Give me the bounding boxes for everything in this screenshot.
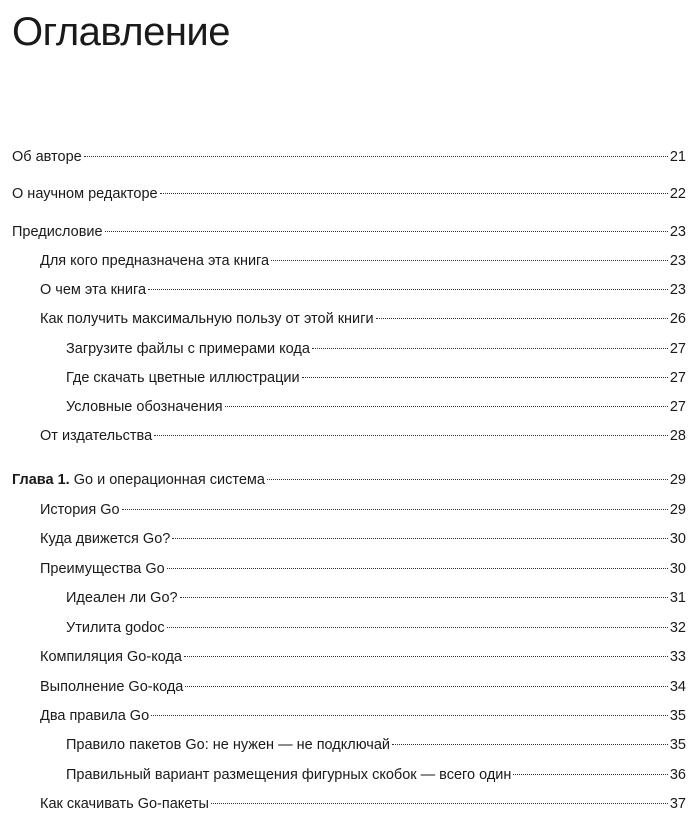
toc-entry-about-editor[interactable] bbox=[12, 184, 686, 204]
toc-entry-page: 23 bbox=[669, 224, 686, 240]
toc-entry-label: О научном редакторе bbox=[12, 186, 158, 202]
toc-entry-page: 23 bbox=[669, 282, 686, 298]
chapter-number: Глава 1. bbox=[12, 472, 70, 488]
toc-entry-conventions[interactable] bbox=[66, 397, 686, 417]
dot-leader bbox=[160, 193, 668, 194]
toc-entry-label: Условные обозначения bbox=[66, 399, 223, 415]
toc-entry-go-direction[interactable] bbox=[40, 529, 686, 549]
dot-leader bbox=[105, 231, 668, 232]
toc-entry-page: 27 bbox=[669, 399, 686, 415]
dot-leader bbox=[180, 597, 668, 598]
toc-entry-label: Утилита godoc bbox=[66, 620, 165, 636]
toc-entry-go-ideal[interactable] bbox=[66, 588, 686, 608]
toc-entry-label: Где скачать цветные иллюстрации bbox=[66, 370, 300, 386]
toc-entry-label: Два правила Go bbox=[40, 708, 150, 724]
toc-entry-label: О чем эта книга bbox=[40, 282, 147, 298]
toc-entry-package-rule[interactable] bbox=[66, 735, 686, 755]
toc-entry-label: Для кого предназначена эта книга bbox=[40, 253, 270, 269]
toc-entry-color-images[interactable] bbox=[66, 368, 686, 388]
toc-entry-compile[interactable] bbox=[40, 647, 686, 667]
toc-entry-download-packages[interactable] bbox=[40, 794, 686, 814]
toc-entry-page: 30 bbox=[669, 561, 686, 577]
toc-entry-label: Правило пакетов Go: не нужен — не подключай bbox=[66, 737, 390, 753]
toc-entry-label bbox=[12, 470, 265, 490]
toc-entry-label: Об авторе bbox=[12, 149, 82, 165]
toc-entry-about-author[interactable] bbox=[12, 147, 686, 167]
toc-entry-chapter-1[interactable] bbox=[12, 470, 686, 490]
toc-entry-page: 33 bbox=[669, 649, 686, 665]
toc-entry-code-files[interactable] bbox=[66, 339, 686, 359]
dot-leader bbox=[122, 509, 668, 510]
dot-leader bbox=[172, 538, 668, 539]
toc-entry-max-benefit[interactable] bbox=[40, 309, 686, 329]
toc-entry-page: 35 bbox=[669, 708, 686, 724]
dot-leader bbox=[513, 774, 667, 775]
toc-entry-label: Загрузите файлы с примерами кода bbox=[66, 341, 310, 357]
toc-entry-audience[interactable] bbox=[40, 251, 686, 271]
toc-entry-preface[interactable] bbox=[12, 222, 686, 242]
toc-entry-page: 31 bbox=[669, 590, 686, 606]
toc-entry-page: 22 bbox=[669, 186, 686, 202]
dot-leader bbox=[151, 715, 668, 716]
toc-entry-page: 36 bbox=[669, 767, 686, 783]
toc-entry-label: История Go bbox=[40, 502, 120, 518]
toc-entry-label: Выполнение Go-кода bbox=[40, 679, 184, 695]
toc-entry-go-history[interactable] bbox=[40, 500, 686, 520]
toc-entry-label: Предисловие bbox=[12, 224, 103, 240]
toc-entry-go-advantages[interactable] bbox=[40, 559, 686, 579]
page-title: Оглавление bbox=[12, 10, 231, 54]
chapter-title: Go и операционная система bbox=[73, 472, 265, 488]
toc-entry-two-rules[interactable] bbox=[40, 706, 686, 726]
toc-entry-page: 28 bbox=[669, 428, 686, 444]
toc-entry-page: 29 bbox=[669, 502, 686, 518]
toc-entry-label: От издательства bbox=[40, 428, 153, 444]
toc-entry-execute[interactable] bbox=[40, 677, 686, 697]
toc-entry-label: Как скачивать Go-пакеты bbox=[40, 796, 209, 812]
dot-leader bbox=[211, 803, 668, 804]
toc-entry-page: 30 bbox=[669, 531, 686, 547]
toc-entry-label: Куда движется Go? bbox=[40, 531, 171, 547]
dot-leader bbox=[225, 406, 668, 407]
dot-leader bbox=[271, 260, 668, 261]
dot-leader bbox=[302, 377, 668, 378]
dot-leader bbox=[312, 348, 668, 349]
dot-leader bbox=[392, 744, 668, 745]
toc-entry-page: 35 bbox=[669, 737, 686, 753]
toc-entry-braces-rule[interactable] bbox=[66, 765, 686, 785]
toc-entry-publisher[interactable] bbox=[40, 426, 686, 446]
toc-entry-label: Идеален ли Go? bbox=[66, 590, 178, 606]
toc-entry-book-contents[interactable] bbox=[40, 280, 686, 300]
toc-entry-page: 27 bbox=[669, 370, 686, 386]
toc-entry-page: 37 bbox=[669, 796, 686, 812]
toc-entry-label: Компиляция Go-кода bbox=[40, 649, 182, 665]
dot-leader bbox=[167, 627, 668, 628]
dot-leader bbox=[154, 435, 668, 436]
dot-leader bbox=[184, 656, 668, 657]
toc-entry-page: 32 bbox=[669, 620, 686, 636]
toc-entry-page: 23 bbox=[669, 253, 686, 269]
dot-leader bbox=[267, 479, 668, 480]
toc-entry-label: Как получить максимальную пользу от этой книги bbox=[40, 311, 374, 327]
toc-entry-page: 29 bbox=[669, 472, 686, 488]
toc-entry-page: 26 bbox=[669, 311, 686, 327]
toc-entry-page: 21 bbox=[669, 149, 686, 165]
dot-leader bbox=[84, 156, 668, 157]
toc-entry-page: 27 bbox=[669, 341, 686, 357]
dot-leader bbox=[148, 289, 668, 290]
toc-entry-label: Преимущества Go bbox=[40, 561, 165, 577]
dot-leader bbox=[185, 686, 667, 687]
dot-leader bbox=[167, 568, 668, 569]
toc-entry-page: 34 bbox=[669, 679, 686, 695]
toc-entry-godoc[interactable] bbox=[66, 618, 686, 638]
toc-entry-label: Правильный вариант размещения фигурных скобок — всего один bbox=[66, 767, 512, 783]
dot-leader bbox=[376, 318, 668, 319]
